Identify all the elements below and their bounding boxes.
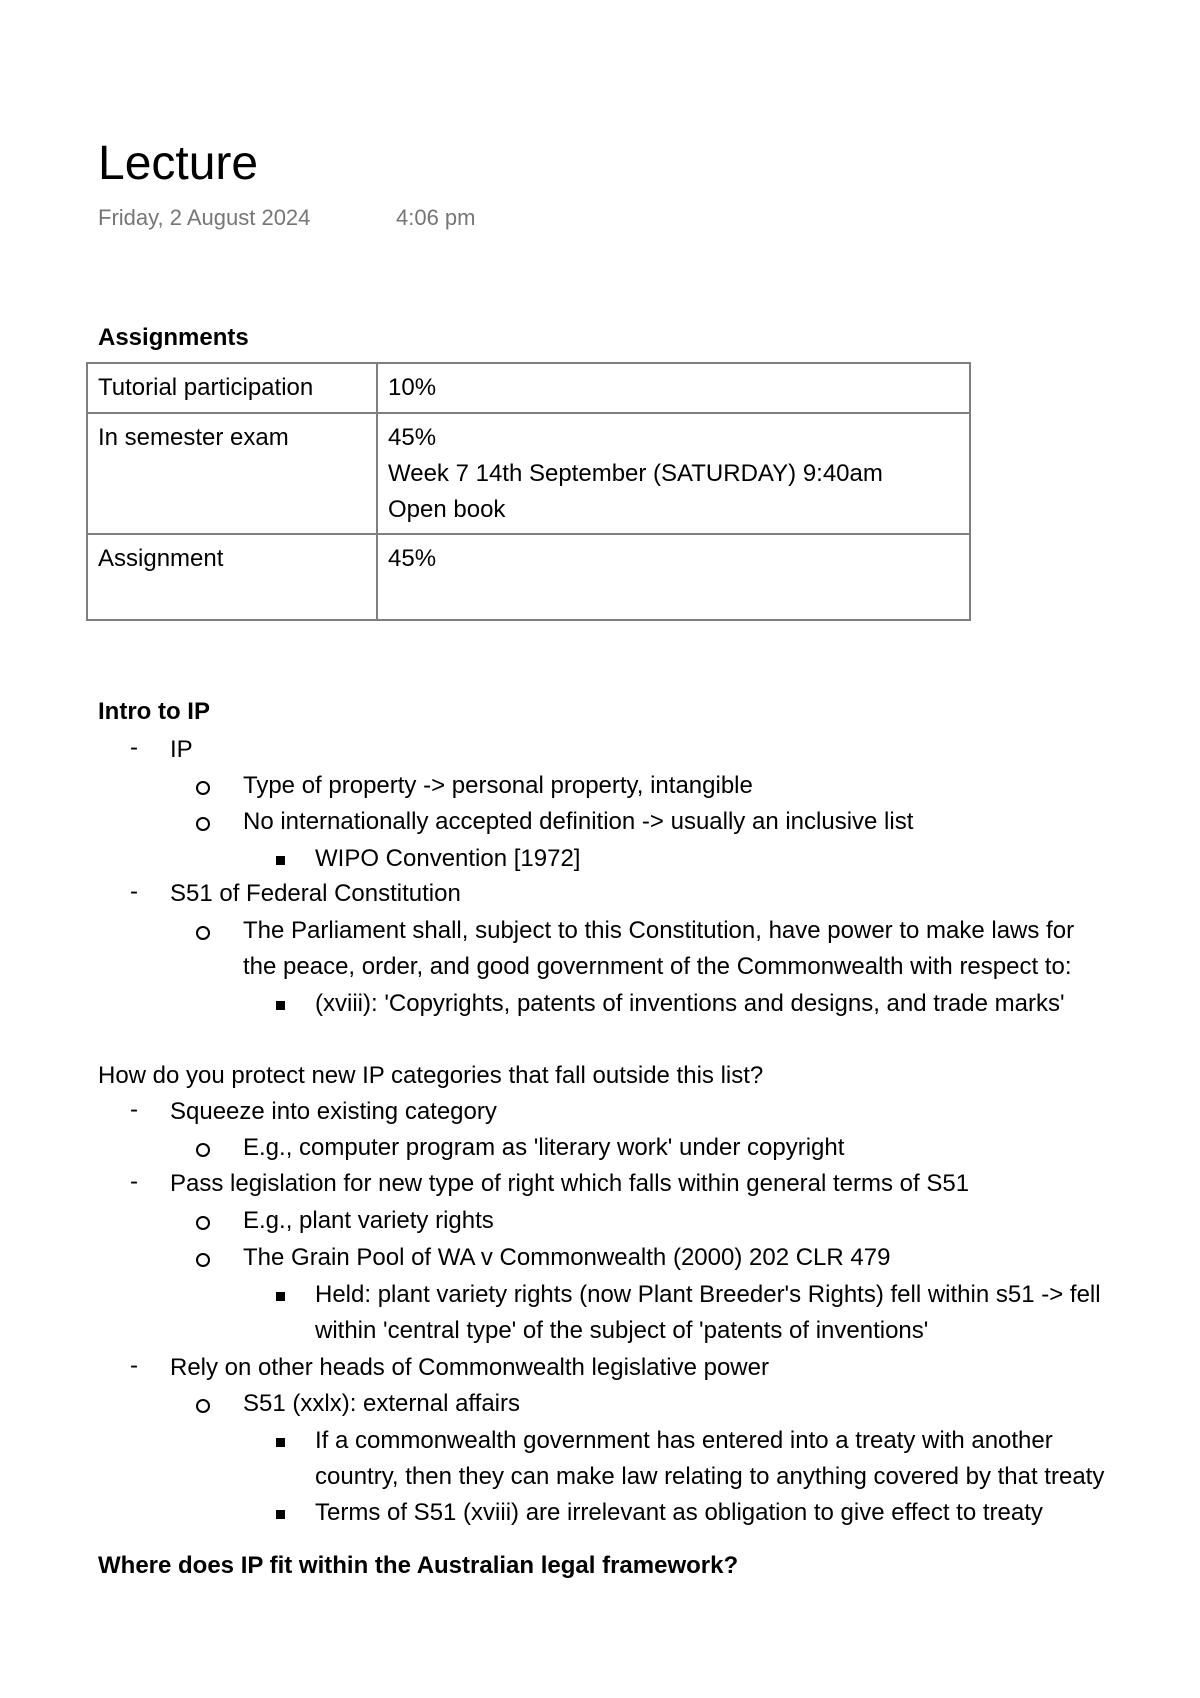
table-row — [87, 363, 970, 413]
list-item: WIPO Convention [1972] — [315, 845, 581, 872]
note-metadata — [98, 205, 476, 231]
list-item: Rely on other heads of Commonwealth legislative power — [170, 1354, 769, 1381]
circle-bullet — [196, 817, 210, 831]
list-item: Type of property -> personal property, intangible — [243, 772, 753, 799]
dash-bullet: - — [130, 1352, 138, 1379]
table-cell: 10% — [377, 363, 970, 413]
intro-heading: Intro to IP — [98, 698, 210, 725]
table-row — [87, 413, 970, 534]
note-time: 4:06 pm — [396, 205, 476, 230]
list-item: The Parliament shall, subject to this Constitution, have power to make laws for — [243, 917, 1075, 944]
dash-bullet: - — [130, 1096, 138, 1123]
list-item: country, then they can make law relating to anything covered by that treaty — [315, 1463, 1105, 1490]
dash-bullet: - — [130, 1168, 138, 1195]
cut-off-heading — [98, 1552, 1198, 1579]
circle-bullet — [196, 926, 210, 940]
list-item: S51 of Federal Constitution — [170, 880, 461, 907]
dash-bullet: - — [130, 878, 138, 905]
assignments-table — [86, 362, 971, 621]
table-row — [87, 534, 970, 620]
table-cell: 45% — [377, 534, 970, 620]
cut-off-heading-text: Where does IP fit within the Australian legal framework? — [98, 1552, 739, 1579]
list-item: within 'central type' of the subject of 'patents of inventions' — [315, 1317, 929, 1344]
dash-bullet: - — [130, 734, 138, 761]
circle-bullet — [196, 1253, 210, 1267]
list-item: Squeeze into existing category — [170, 1098, 497, 1125]
page-title: Lecture — [98, 137, 259, 190]
list-item: Terms of S51 (xviii) are irrelevant as obligation to give effect to treaty — [315, 1499, 1043, 1526]
list-item: If a commonwealth government has entered into a treaty with another — [315, 1427, 1053, 1454]
section-question: How do you protect new IP categories that fall outside this list? — [98, 1062, 764, 1089]
note-date: Friday, 2 August 2024 — [98, 205, 311, 230]
list-item: Held: plant variety rights (now Plant Breeder's Rights) fell within s51 -> fell — [315, 1281, 1101, 1308]
circle-bullet — [196, 781, 210, 795]
list-item: IP — [170, 736, 193, 763]
list-item: Pass legislation for new type of right which falls within general terms of S51 — [170, 1170, 970, 1197]
circle-bullet — [196, 1143, 210, 1157]
list-item: E.g., computer program as 'literary work' under copyright — [243, 1134, 845, 1161]
table-cell: In semester exam — [87, 413, 377, 534]
list-item: E.g., plant variety rights — [243, 1207, 494, 1234]
table-cell: Assignment — [87, 534, 377, 620]
square-bullet — [276, 1438, 285, 1447]
assignments-heading: Assignments — [98, 324, 249, 351]
square-bullet — [276, 1292, 285, 1301]
list-item: No internationally accepted definition -> usually an inclusive list — [243, 808, 914, 835]
square-bullet — [276, 1001, 285, 1010]
table-cell: Tutorial participation — [87, 363, 377, 413]
list-item: The Grain Pool of WA v Commonwealth (2000) 202 CLR 479 — [243, 1244, 891, 1271]
table-cell: 45% Week 7 14th September (SATURDAY) 9:40am Open book — [377, 413, 970, 534]
square-bullet — [276, 856, 285, 865]
circle-bullet — [196, 1399, 210, 1413]
list-item: S51 (xxlx): external affairs — [243, 1390, 520, 1417]
square-bullet — [276, 1510, 285, 1519]
circle-bullet — [196, 1216, 210, 1230]
list-item: the peace, order, and good government of the Commonwealth with respect to: — [243, 953, 1072, 980]
list-item: (xviii): 'Copyrights, patents of inventions and designs, and trade marks' — [315, 990, 1065, 1017]
